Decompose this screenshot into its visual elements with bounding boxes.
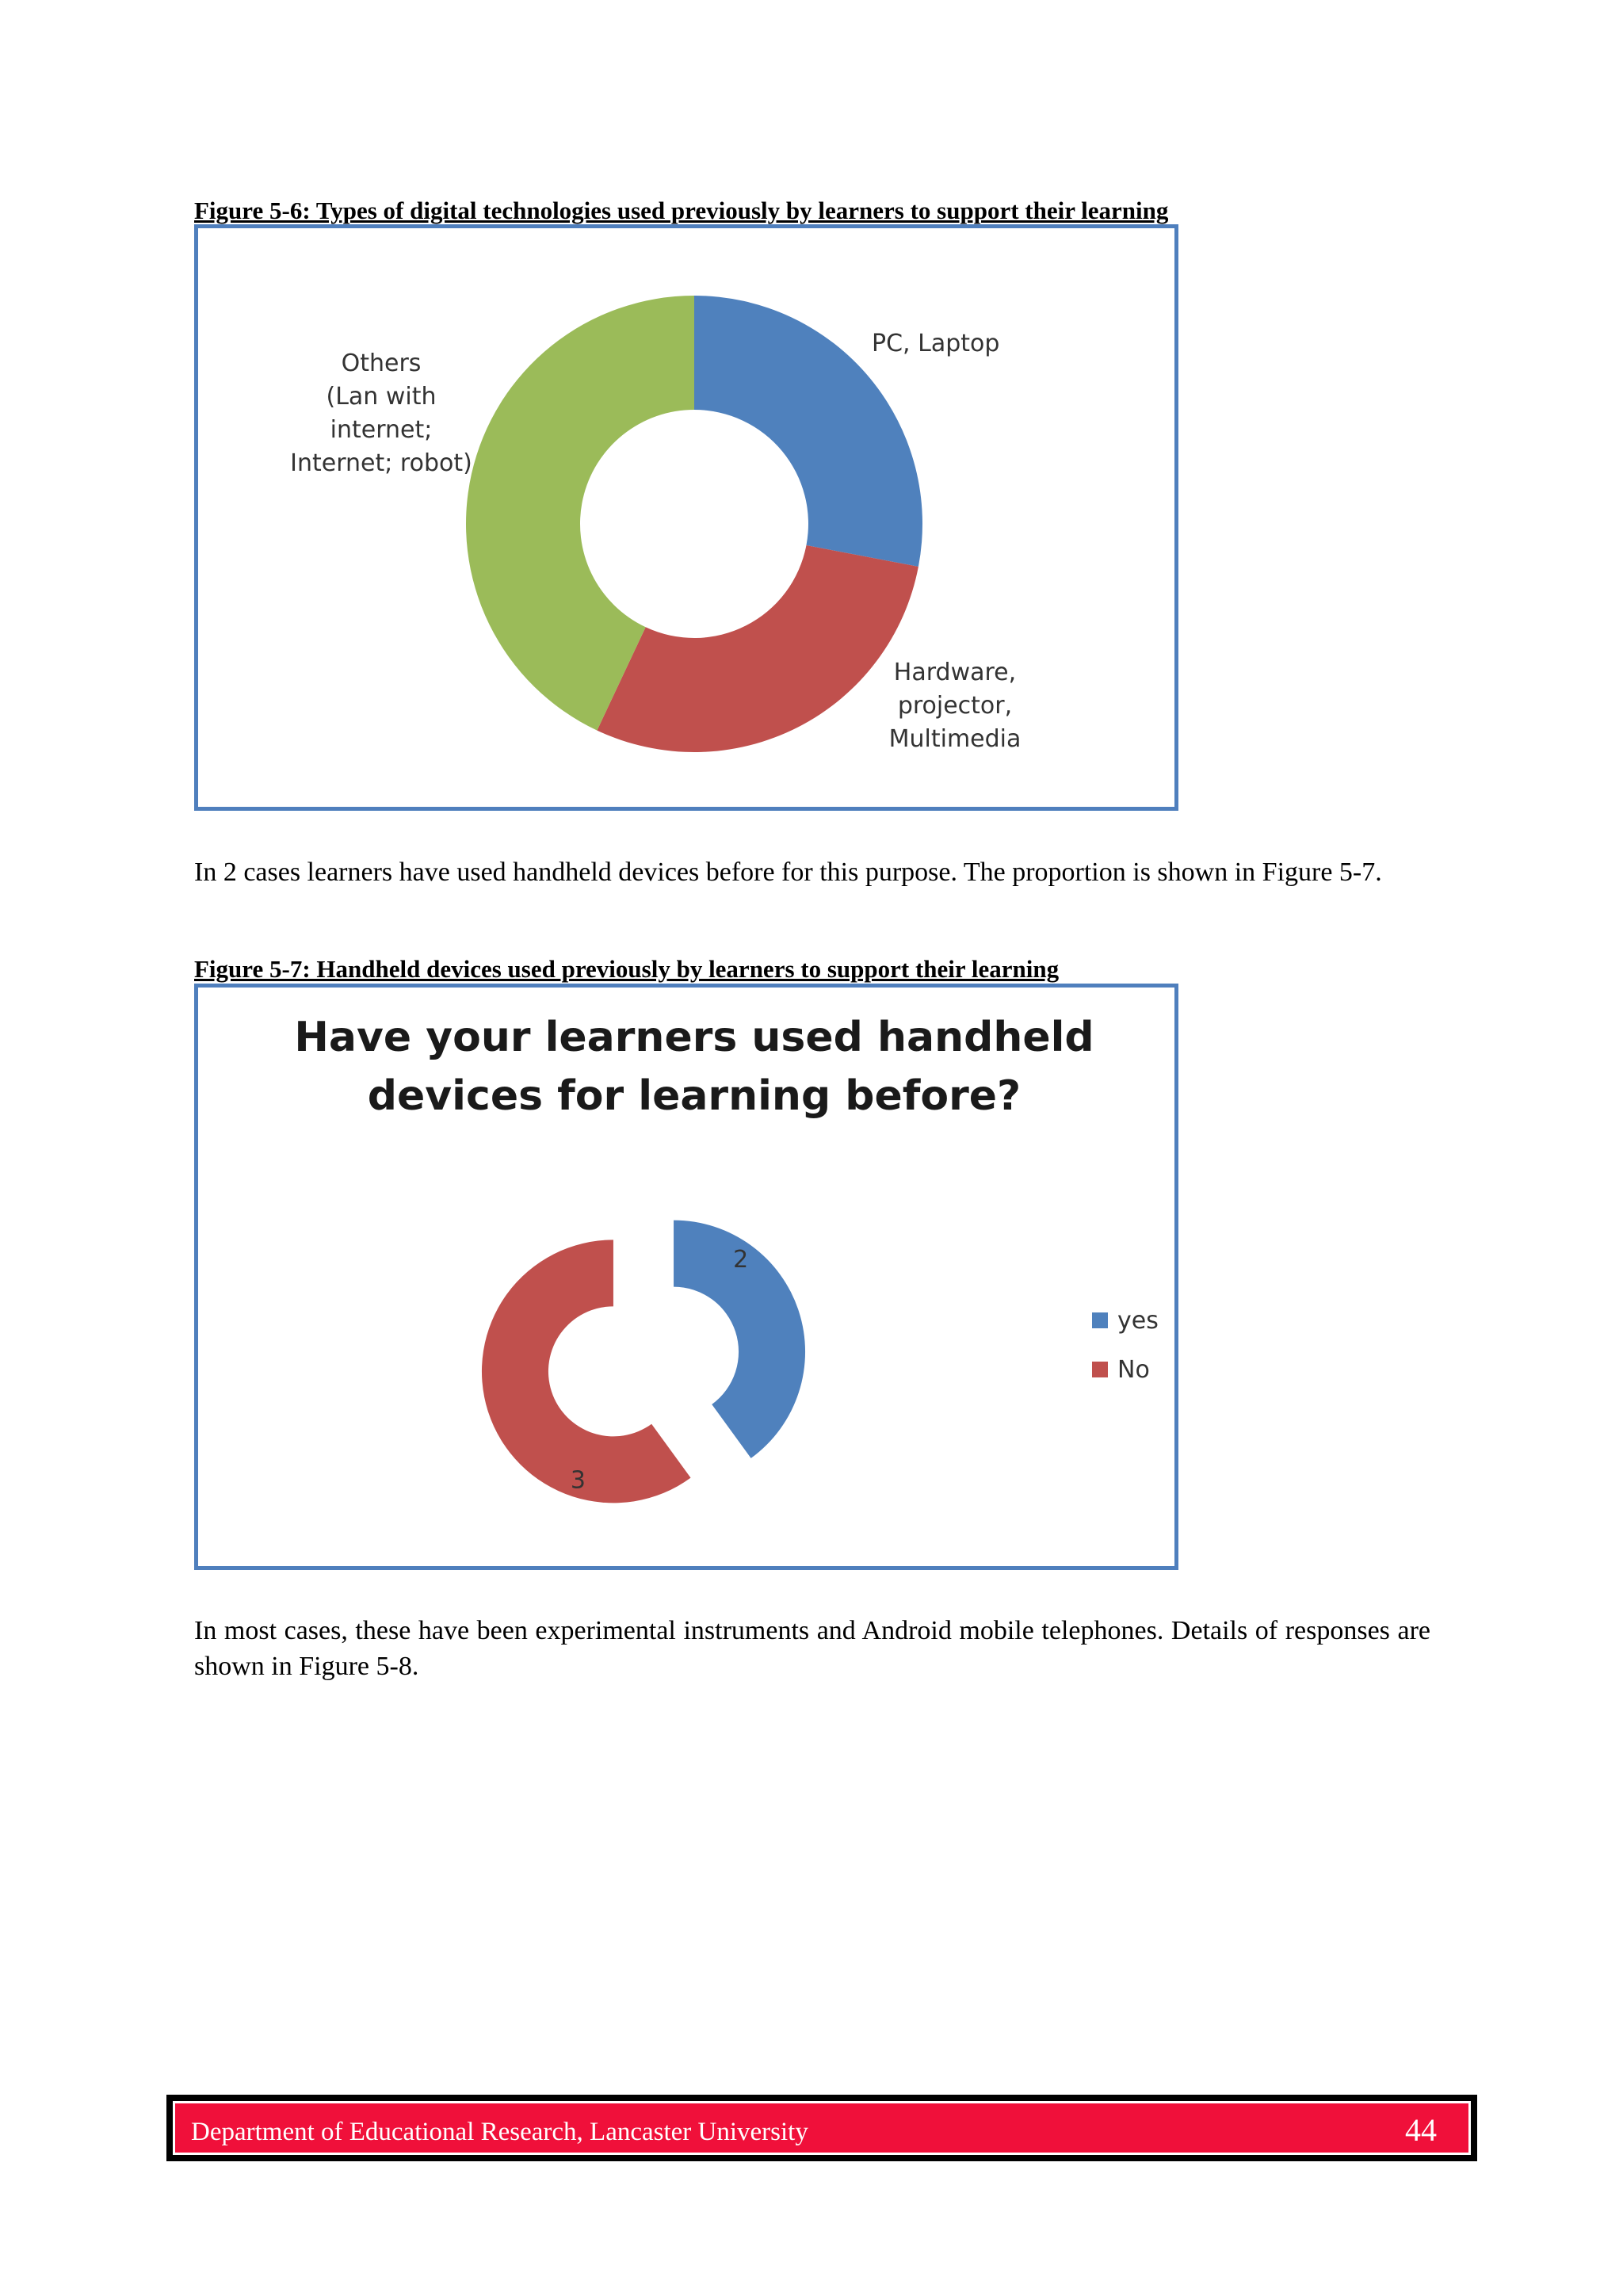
page-footer — [166, 2095, 1477, 2161]
footer-banner — [173, 2101, 1471, 2155]
slice-label-others-lan-with-internet-internet-robot: Others (Lan with internet; Internet; robot) — [290, 350, 472, 477]
page-number: 44 — [1405, 2112, 1437, 2148]
legend-swatch-yes — [1092, 1312, 1108, 1328]
legend-swatch-no — [1092, 1362, 1108, 1377]
figure-5-7-chart — [194, 984, 1178, 1570]
legend-label-yes: yes — [1117, 1307, 1159, 1335]
chart-title: Have your learners used handheld devices for learning before? — [294, 1014, 1094, 1120]
figure-5-7-caption: Figure 5-7: Handheld devices used previously by learners to support their learning — [194, 955, 1060, 983]
slice-label-hardware-projector-multimedia: Hardware, projector, Multimedia — [888, 659, 1022, 753]
data-label-yes: 2 — [733, 1246, 749, 1274]
footer-department: Department of Educational Research, Lancaster University — [191, 2118, 808, 2146]
data-label-no: 3 — [570, 1466, 586, 1495]
legend-label-no: No — [1117, 1356, 1150, 1384]
paragraph-experimental-instruments: In most cases, these have been experimental instruments and Android mobile telephones. Details of responses are shown in Figure 5-8. — [194, 1616, 1430, 1681]
figure-5-6-caption: Figure 5-6: Types of digital technologies used previously by learners to support their learning — [194, 197, 1169, 224]
slice-label-pc-laptop: PC, Laptop — [872, 330, 1000, 357]
handheld-doughnut-chart — [198, 988, 1174, 1566]
figure-5-6-chart — [194, 224, 1178, 811]
paragraph-handheld-cases: In 2 cases learners have used handheld devices before for this purpose. The proportion is shown in Figure 5-7. — [194, 858, 1382, 887]
technologies-doughnut-chart — [198, 228, 1174, 807]
slice-no — [482, 1240, 691, 1503]
slice-hardware-projector-multimedia — [597, 545, 918, 752]
